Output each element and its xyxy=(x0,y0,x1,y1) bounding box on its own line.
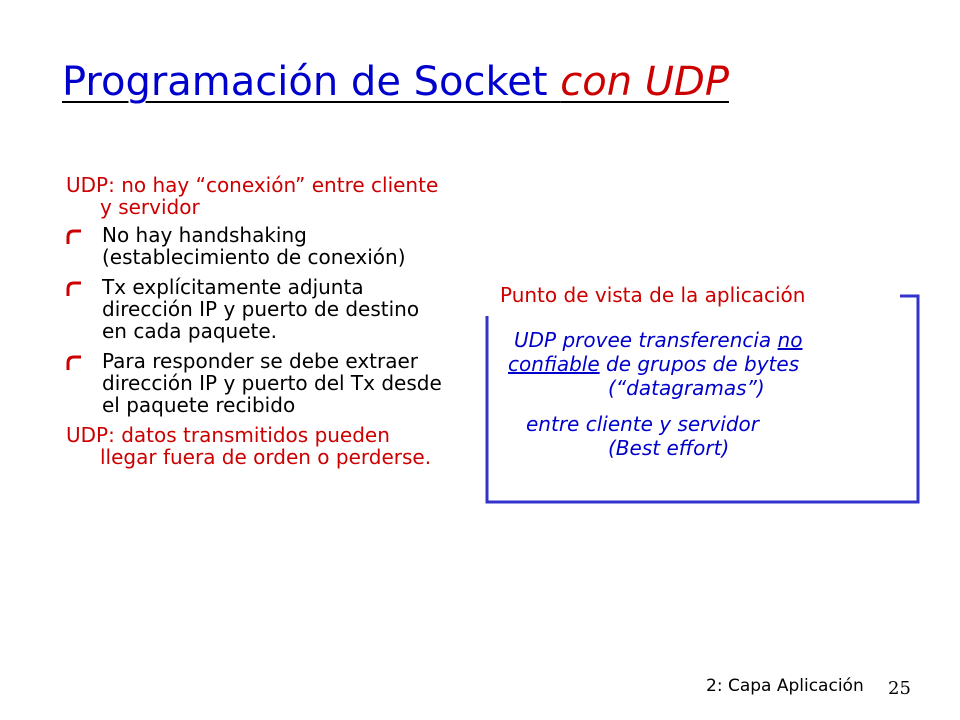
bullet-text: Tx explícitamente adjunta dirección IP y puerto de destino en cada paquete. xyxy=(102,275,420,343)
bullet-text: No hay handshaking (establecimiento de conexión) xyxy=(102,223,406,269)
title-main: Programación de Socket xyxy=(62,59,561,105)
page-number: 25 xyxy=(888,678,911,699)
bullet-marker-icon xyxy=(66,281,82,297)
bullet-marker-icon xyxy=(66,229,82,245)
panel-line: (“datagramas”) xyxy=(608,376,765,400)
panel-text-underlined: confiable xyxy=(508,352,600,376)
bullet-list xyxy=(66,224,446,416)
panel-line xyxy=(490,328,914,352)
intro-text: UDP: no hay “conexión” entre cliente y servidor xyxy=(66,173,439,219)
bullet-item xyxy=(66,350,446,416)
left-column xyxy=(66,174,446,468)
panel-body xyxy=(490,328,914,460)
bullet-item xyxy=(66,224,446,268)
panel-text-underlined: no xyxy=(777,328,803,352)
closing-text: UDP: datos transmitidos pueden llegar fuera de orden o perderse. xyxy=(66,423,432,469)
bullet-item xyxy=(66,276,446,342)
panel-line: entre cliente y servidor xyxy=(526,412,759,436)
footer-chapter: 2: Capa Aplicación xyxy=(706,676,864,696)
slide-title xyxy=(62,54,729,110)
panel-line: (Best effort) xyxy=(608,436,730,460)
title-accent: con UDP xyxy=(560,59,729,105)
panel-line xyxy=(490,352,914,376)
panel-text: UDP provee transferencia xyxy=(514,328,778,352)
panel-text: de grupos de bytes xyxy=(599,352,800,376)
panel-title: Punto de vista de la aplicación xyxy=(500,283,806,307)
bullet-marker-icon xyxy=(66,355,82,371)
bullet-text: Para responder se debe extraer dirección IP y puerto del Tx desde el paquete recibido xyxy=(102,349,442,417)
